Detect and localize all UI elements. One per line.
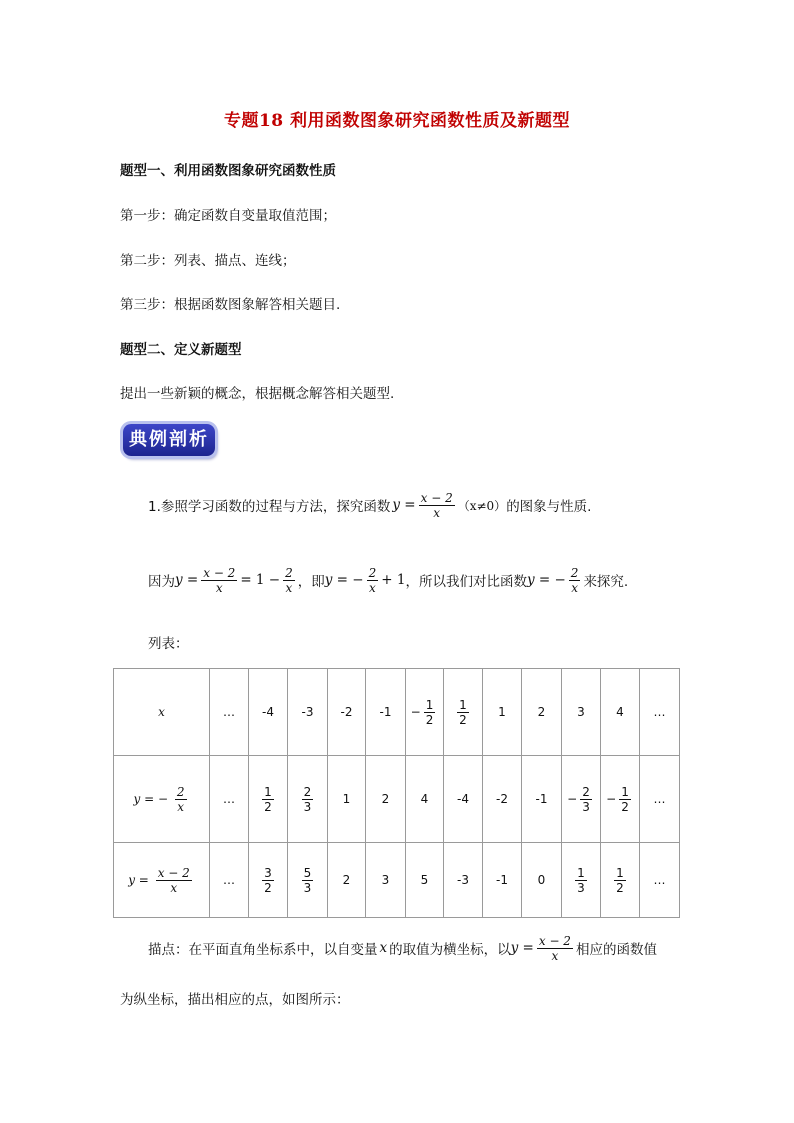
table-cell — [210, 756, 249, 843]
table-cell — [406, 843, 444, 918]
transform-y2: y = − — [324, 572, 364, 588]
table-cell — [562, 669, 601, 756]
table-cell — [483, 843, 522, 918]
table-cell — [288, 669, 328, 756]
table-cell — [328, 843, 366, 918]
table-cell — [249, 669, 288, 756]
cell-value: 3 — [381, 873, 390, 887]
cell-value: 3 — [577, 705, 585, 719]
frac-num: 1 — [264, 784, 272, 799]
plot-text-frac — [537, 934, 573, 963]
transform-frac-2 — [283, 566, 295, 595]
problem-fraction-num: x − 2 — [420, 490, 453, 505]
table-cell — [249, 756, 288, 843]
transform-plus: + 1 — [381, 572, 406, 588]
problem-condition: （x≠0） — [457, 498, 507, 513]
cell-value: -1 — [379, 705, 392, 719]
frac-num: 5 — [303, 865, 312, 880]
transform-frac-4 — [569, 566, 581, 595]
frac-num: 2 — [303, 784, 312, 799]
cell-value: -4 — [457, 792, 469, 806]
frac-den: 2 — [621, 799, 629, 814]
cell-value: -2 — [340, 705, 353, 719]
transform-frac-3 — [367, 566, 379, 595]
transform-y3: y = − — [526, 572, 566, 588]
cell-value: … — [653, 705, 666, 719]
cell-fraction — [302, 866, 314, 895]
frac-num: 1 — [425, 697, 434, 712]
table-row-x — [114, 669, 680, 756]
table-cell — [366, 756, 406, 843]
table-cell — [328, 756, 366, 843]
table-cell — [522, 843, 562, 918]
frac-den: 2 — [264, 880, 272, 895]
frac-num: 1 — [577, 865, 585, 880]
frac-den: x — [177, 799, 185, 814]
row-head-lhs: y = — [128, 872, 149, 887]
cell-value: 4 — [616, 705, 624, 719]
transform-t2: ，即 — [297, 574, 325, 590]
cell-value: 5 — [420, 873, 429, 887]
table-cell — [562, 756, 601, 843]
frac-num: 1 — [459, 697, 467, 712]
frac-den: 3 — [303, 880, 312, 895]
cell-value: … — [223, 705, 235, 719]
cell-value: 2 — [381, 792, 390, 806]
cell-value: -3 — [301, 705, 314, 719]
table-cell — [601, 843, 640, 918]
example-banner: 典例剖析 — [123, 424, 215, 456]
table-cell — [406, 669, 444, 756]
frac-num: 3 — [264, 865, 272, 880]
cell-fraction — [424, 698, 436, 727]
cell-sign: − — [567, 791, 578, 806]
table-cell — [444, 669, 483, 756]
row-head-lhs: y = − — [133, 791, 169, 806]
frac-den: x — [170, 880, 178, 895]
cell-fraction — [262, 866, 274, 895]
section2-heading: 题型二、定义新题型 — [120, 342, 242, 358]
cell-value: 4 — [420, 792, 429, 806]
table-cell — [210, 669, 249, 756]
table-cell — [483, 756, 522, 843]
cell-value: … — [653, 873, 666, 887]
cell-sign: − — [606, 791, 617, 806]
cell-value: -4 — [262, 705, 274, 719]
cell-sign: − — [410, 704, 421, 719]
plot-text-x: x — [379, 940, 388, 956]
table-cell — [640, 669, 680, 756]
transform-y: y = — [175, 572, 199, 588]
frac-num: x − 2 — [157, 865, 190, 880]
table-cell — [288, 843, 328, 918]
table-cell — [601, 756, 640, 843]
table-row-header — [114, 756, 210, 843]
cell-value: -2 — [496, 792, 508, 806]
problem-fraction — [419, 491, 455, 520]
cell-value: -3 — [457, 873, 469, 887]
cell-value: 1 — [342, 792, 351, 806]
frac-den: x — [215, 580, 223, 595]
frac-num: x − 2 — [538, 933, 571, 948]
transform-eq: = 1 − — [240, 572, 281, 588]
transform-t4: 来探究. — [583, 574, 629, 590]
cell-value: … — [223, 873, 235, 887]
step-2: 第二步：列表、描点、连线； — [120, 253, 296, 269]
table-cell — [366, 843, 406, 918]
transform-t1: 因为 — [148, 574, 175, 590]
problem-statement — [148, 487, 591, 523]
table-label: 列表： — [148, 636, 189, 652]
cell-value: 2 — [342, 873, 351, 887]
transform-t3: ，所以我们对比函数 — [405, 574, 527, 590]
cell-value: x — [158, 705, 165, 719]
frac-den: x — [571, 580, 578, 595]
table-cell — [640, 756, 680, 843]
page-title: 专题18 利用函数图象研究函数性质及新题型 — [223, 111, 571, 131]
table-cell — [249, 843, 288, 918]
problem-func-lhs: y = — [392, 497, 416, 513]
table-cell — [522, 669, 562, 756]
table-cell — [114, 669, 210, 756]
frac-den: 2 — [459, 712, 467, 727]
transform-frac-1 — [201, 566, 237, 595]
transform-line — [148, 562, 628, 598]
frac-num: 2 — [285, 565, 293, 580]
table-row-y-func — [114, 843, 680, 918]
frac-num: 2 — [176, 784, 185, 799]
cell-value: -1 — [496, 873, 508, 887]
cell-fraction — [262, 785, 274, 814]
plot-text-c: 相应的函数值 — [575, 942, 657, 958]
frac-den: 3 — [577, 880, 585, 895]
frac-den: x — [551, 948, 559, 963]
plot-text-y: y = — [510, 940, 534, 956]
plot-text-b: 的取值为横坐标，以 — [389, 942, 511, 958]
frac-num: 1 — [621, 784, 629, 799]
table-cell — [366, 669, 406, 756]
cell-fraction — [457, 698, 469, 727]
cell-fraction — [302, 785, 314, 814]
frac-num: x − 2 — [203, 565, 236, 580]
table-cell — [640, 843, 680, 918]
section2-text: 提出一些新颖的概念，根据概念解答相关题型. — [120, 386, 395, 402]
values-table — [113, 668, 680, 918]
cell-value: … — [653, 792, 666, 806]
frac-den: 2 — [616, 880, 624, 895]
table-cell — [444, 756, 483, 843]
table-cell — [483, 669, 522, 756]
cell-fraction — [580, 785, 592, 814]
frac-den: 2 — [425, 712, 434, 727]
frac-den: x — [369, 580, 376, 595]
table-cell — [522, 756, 562, 843]
frac-den: x — [285, 580, 293, 595]
cell-value: … — [223, 792, 235, 806]
cell-fraction — [575, 866, 587, 895]
frac-den: 3 — [303, 799, 312, 814]
table-cell — [444, 843, 483, 918]
frac-den: 3 — [582, 799, 590, 814]
frac-num: 1 — [616, 865, 624, 880]
problem-prefix: 1.参照学习函数的过程与方法，探究函数 — [148, 499, 391, 515]
plot-text-line1 — [148, 930, 657, 966]
table-cell — [601, 669, 640, 756]
frac-num: 2 — [570, 565, 579, 580]
step-3: 第三步：根据函数图象解答相关题目. — [120, 297, 341, 313]
plot-text-line2: 为纵坐标，描出相应的点，如图所示： — [120, 992, 350, 1008]
table-cell — [328, 669, 366, 756]
problem-fraction-den: x — [433, 505, 441, 520]
cell-value: 0 — [537, 873, 546, 887]
frac-den: 2 — [264, 799, 272, 814]
table-row-header — [114, 843, 210, 918]
cell-fraction — [619, 785, 631, 814]
cell-value: 1 — [498, 705, 506, 719]
table-cell — [288, 756, 328, 843]
section1-heading: 题型一、利用函数图象研究函数性质 — [120, 163, 336, 179]
step-1: 第一步：确定函数自变量取值范围； — [120, 208, 336, 224]
table-cell — [406, 756, 444, 843]
plot-text-a: 描点：在平面直角坐标系中，以自变量 — [148, 942, 378, 958]
cell-value: 2 — [537, 705, 546, 719]
table-cell — [210, 843, 249, 918]
row-head-frac — [175, 785, 187, 814]
frac-num: 2 — [368, 565, 377, 580]
cell-fraction — [614, 866, 626, 895]
table-cell — [562, 843, 601, 918]
table-row-y-neg-2-over-x — [114, 756, 680, 843]
frac-num: 2 — [582, 784, 590, 799]
row-head-frac — [156, 866, 192, 895]
problem-suffix: 的图象与性质. — [506, 499, 592, 515]
cell-value: -1 — [535, 792, 548, 806]
